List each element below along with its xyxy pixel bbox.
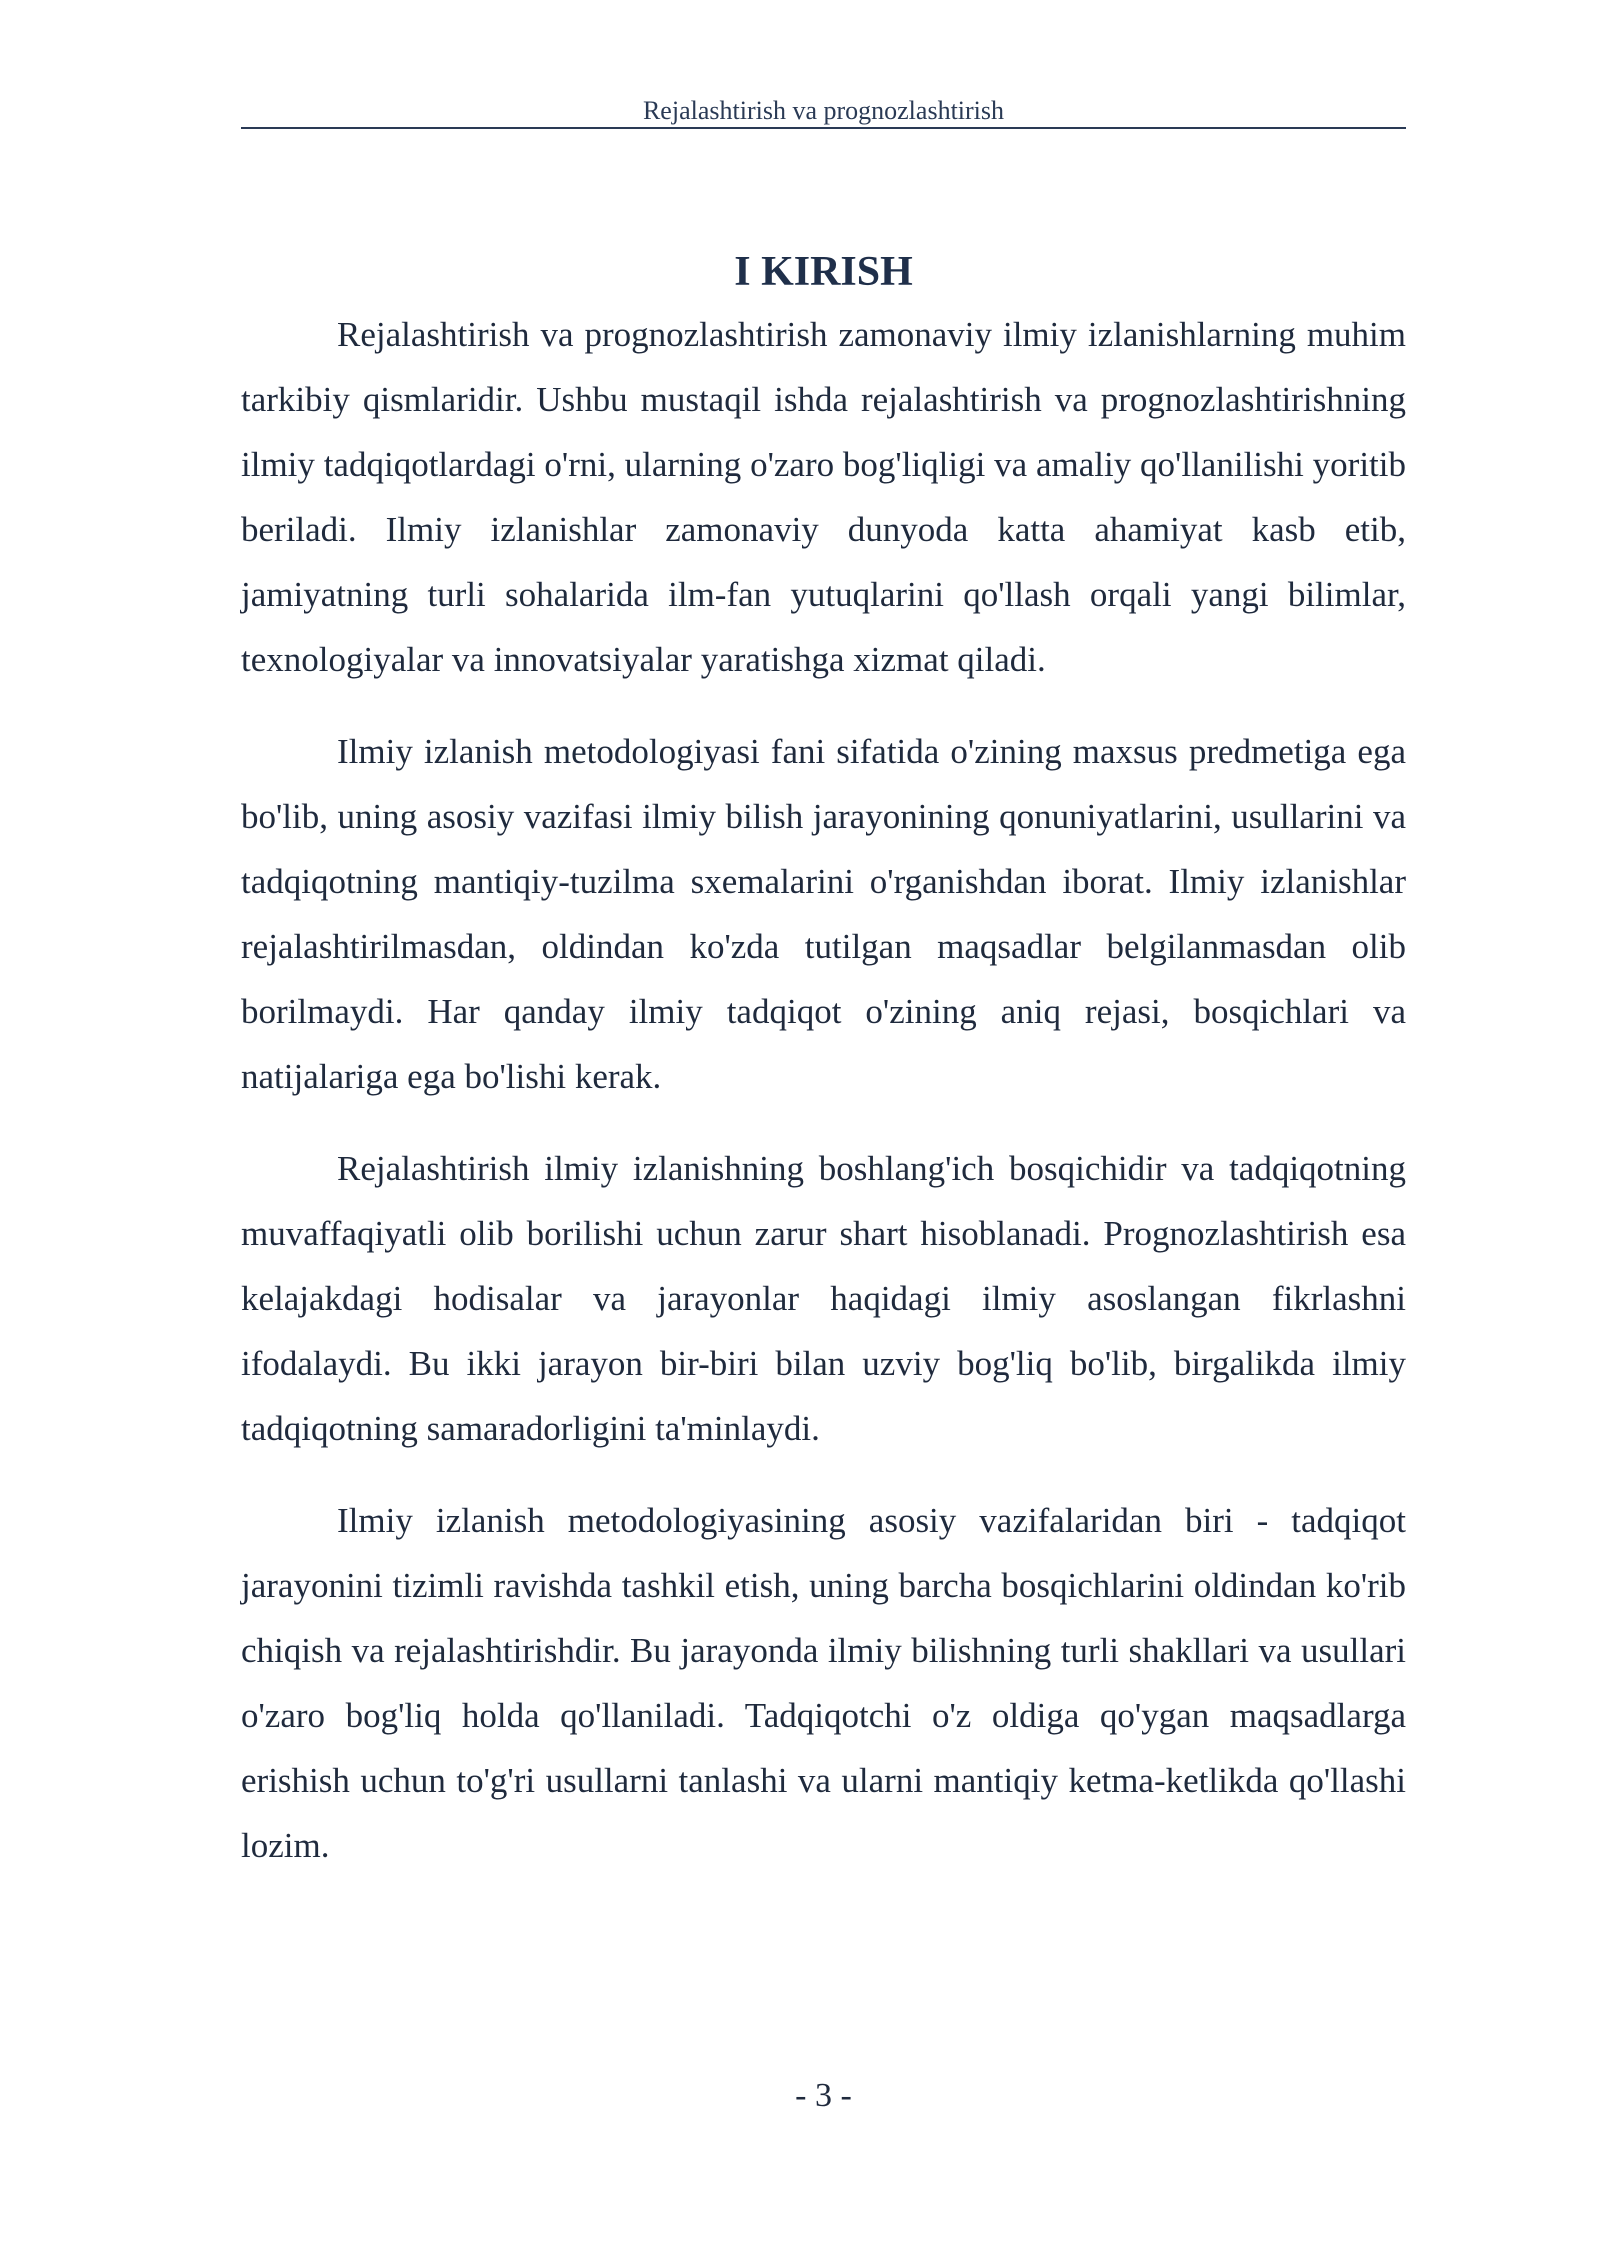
paragraph: Rejalashtirish ilmiy izlanishning boshlang'ich bosqichidir va tadqiqotning muvaffaqiyatli olib borilishi uchun zarur shart hisoblanadi. Prognozlashtirish esa kelajakdagi hodisalar va jarayonlar haqidagi ilmiy asoslangan fikrlashni ifodalaydi. Bu ikki jarayon bir-biri bilan uzviy bog'liq bo'lib, birgalikda ilmiy tadqiqotning samaradorligini ta'minlaydi.: [241, 1149, 1406, 1448]
paragraph: Ilmiy izlanish metodologiyasi fani sifatida o'zining maxsus predmetiga ega bo'lib, uning asosiy vazifasi ilmiy bilish jarayonining qonuniyatlarini, usullarini va tadqiqotning mantiqiy-tuzilma sxemalarini o'rganishdan iborat. Ilmiy izlanishlar rejalashtirilmasdan, oldindan ko'zda tutilgan maqsadlar belgilanmasdan olib borilmaydi. Har qanday ilmiy tadqiqot o'zining aniq rejasi, bosqichlari va natijalariga ega bo'lishi kerak.: [241, 732, 1406, 1096]
section-heading: I KIRISH: [734, 249, 913, 296]
body-text: [241, 302, 1406, 1905]
page-number: - 3 -: [795, 2077, 852, 2114]
header-divider: [241, 127, 1406, 129]
running-header: Rejalashtirish va prognozlashtirish: [642, 96, 1005, 125]
paragraph: Ilmiy izlanish metodologiyasining asosiy vazifalaridan biri - tadqiqot jarayonini tizimli ravishda tashkil etish, uning barcha bosqichlarini oldindan ko'rib chiqish va rejalashtirishdir. Bu jarayonda ilmiy bilishning turli shakllari va usullari o'zaro bog'liq holda qo'llaniladi. Tadqiqotchi o'z oldiga qo'ygan maqsadlarga erishish uchun to'g'ri usullarni tanlashi va ularni mantiqiy ketma-ketlikda qo'llashi lozim.: [241, 1501, 1406, 1865]
paragraph: Rejalashtirish va prognozlashtirish zamonaviy ilmiy izlanishlarning muhim tarkibiy qismlaridir. Ushbu mustaqil ishda rejalashtirish va prognozlashtirishning ilmiy tadqiqotlardagi o'rni, ularning o'zaro bog'liqligi va amaliy qo'llanilishi yoritib beriladi. Ilmiy izlanishlar zamonaviy dunyoda katta ahamiyat kasb etib, jamiyatning turli sohalarida ilm-fan yutuqlarini qo'llash orqali yangi bilimlar, texnologiyalar va innovatsiyalar yaratishga xizmat qiladi.: [241, 315, 1406, 679]
